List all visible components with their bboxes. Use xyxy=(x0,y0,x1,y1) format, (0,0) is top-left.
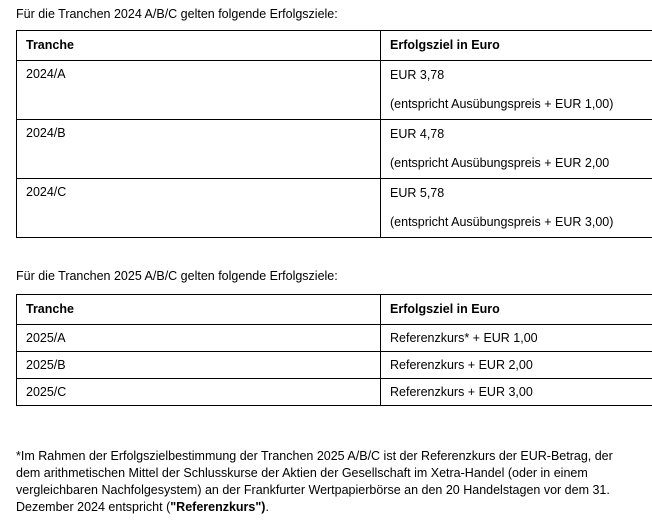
footnote-text-part2: . xyxy=(265,500,269,514)
table-header-row xyxy=(17,31,652,61)
footnote-text-part1: *Im Rahmen der Erfolgszielbestimmung der Tranchen 2025 A/B/C ist der Referenzkurs der EUR-Betrag, der dem arithmetischen Mittel der Schlusskurse der Aktien der Gesellschaft im Xetra-Handel (oder in einem vergleichbaren Nachfolgesystem) an der Frankfurter Wertpapierbörse an den 20 Handelstagen vor dem 31. Dezember 2024 entspricht ( xyxy=(16,449,613,514)
erfolgsziel-note: (entspricht Ausübungspreis + EUR 3,00) xyxy=(390,215,614,229)
cell-tranche: 2025/A xyxy=(17,325,381,352)
table-row xyxy=(17,379,652,406)
header-erfolgsziel: Erfolgsziel in Euro xyxy=(381,31,652,61)
intro-text-2025: Für die Tranchen 2025 A/B/C gelten folgende Erfolgsziele: xyxy=(16,269,338,283)
table-erfolgsziele-2025 xyxy=(16,294,652,406)
table-row xyxy=(17,179,652,238)
erfolgsziel-note: (entspricht Ausübungspreis + EUR 2,00 xyxy=(390,156,610,170)
table-row xyxy=(17,120,652,179)
footnote-referenzkurs xyxy=(16,448,640,516)
table-header-row xyxy=(17,295,652,325)
cell-tranche: 2025/B xyxy=(17,352,381,379)
cell-tranche: 2024/A xyxy=(17,61,381,120)
erfolgsziel-note: (entspricht Ausübungspreis + EUR 1,00) xyxy=(390,97,614,111)
header-erfolgsziel: Erfolgsziel in Euro xyxy=(381,295,652,325)
cell-erfolgsziel: Referenzkurs + EUR 3,00 xyxy=(381,379,652,406)
cell-erfolgsziel xyxy=(381,120,652,179)
table-row xyxy=(17,325,652,352)
cell-erfolgsziel xyxy=(381,179,652,238)
erfolgsziel-value: EUR 5,78 xyxy=(390,186,445,200)
footnote-bold-term: "Referenzkurs") xyxy=(170,500,266,514)
cell-tranche: 2024/B xyxy=(17,120,381,179)
cell-tranche: 2024/C xyxy=(17,179,381,238)
table-row xyxy=(17,352,652,379)
intro-text-2024: Für die Tranchen 2024 A/B/C gelten folgende Erfolgsziele: xyxy=(16,7,338,21)
cell-erfolgsziel: Referenzkurs + EUR 2,00 xyxy=(381,352,652,379)
table-row xyxy=(17,61,652,120)
erfolgsziel-value: EUR 4,78 xyxy=(390,127,445,141)
cell-erfolgsziel: Referenzkurs* + EUR 1,00 xyxy=(381,325,652,352)
header-tranche: Tranche xyxy=(17,295,381,325)
cell-tranche: 2025/C xyxy=(17,379,381,406)
cell-erfolgsziel xyxy=(381,61,652,120)
erfolgsziel-value: EUR 3,78 xyxy=(390,68,445,82)
table-erfolgsziele-2024 xyxy=(16,30,652,238)
header-tranche: Tranche xyxy=(17,31,381,61)
